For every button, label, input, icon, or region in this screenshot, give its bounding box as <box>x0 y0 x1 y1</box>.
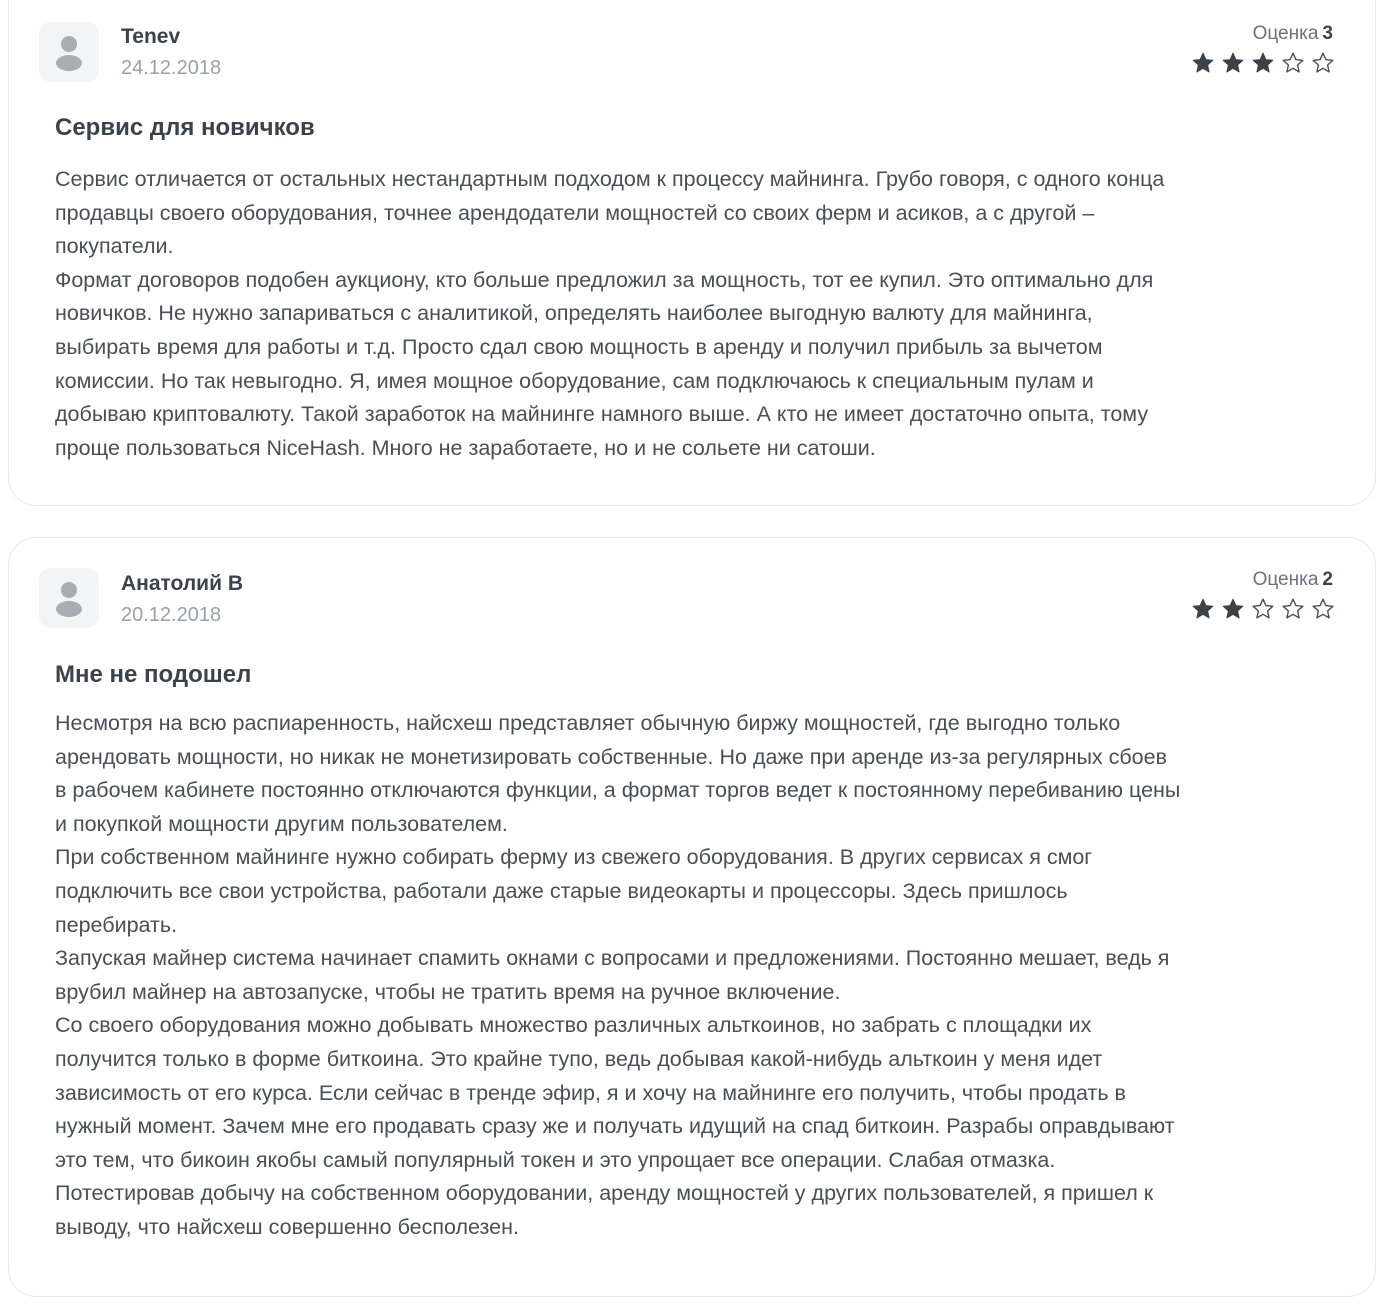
rating-label-text: Оценка <box>1252 23 1319 44</box>
star-empty-icon <box>1281 51 1305 75</box>
review-body <box>55 163 1305 465</box>
review-author: Анатолий В <box>121 572 244 595</box>
rating-score: 2 <box>1322 569 1333 590</box>
review-title: Мне не подошел <box>55 661 252 688</box>
review-title: Сервис для новичков <box>55 114 315 141</box>
review-body <box>55 707 1305 1245</box>
star-filled-icon <box>1221 597 1245 621</box>
rating-score: 3 <box>1322 23 1333 44</box>
star-filled-icon <box>1191 51 1215 75</box>
review-card <box>8 537 1376 1297</box>
review-paragraph: Несмотря на всю распиаренность, найсхеш представляет обычную биржу мощностей, где выгодно только арендовать мощности, но никак не монетизировать собственные. Но даже при аренде из-за регулярных сбоев в рабочем кабинете постоянно отключаются функции, а формат торгов ведет к постоянному перебиванию цены и покупкой мощности другим пользователем. <box>55 711 1181 836</box>
review-paragraph: Сервис отличается от остальных нестандартным подходом к процессу майнинга. Грубо говоря, с одного конца продавцы своего оборудования, точнее арендодатели мощностей со своих ферм и асиков, а с другой – покупатели. <box>55 167 1165 259</box>
user-avatar-icon <box>39 22 99 82</box>
rating-stars <box>1191 597 1335 621</box>
rating-label <box>1253 569 1333 591</box>
star-empty-icon <box>1311 51 1335 75</box>
rating-label-text: Оценка <box>1252 569 1319 590</box>
star-empty-icon <box>1281 597 1305 621</box>
review-card <box>8 0 1376 506</box>
rating-label <box>1253 23 1333 45</box>
review-paragraph: Запуская майнер система начинает спамить окнами с вопросами и предложениями. Постоянно мешает, ведь я врубил майнер на автозапуске, чтобы не тратить время на ручное включение. <box>55 946 1170 1004</box>
star-filled-icon <box>1191 597 1215 621</box>
rating-stars <box>1191 51 1335 75</box>
review-paragraph: Формат договоров подобен аукциону, кто больше предложил за мощность, тот ее купил. Это оптимально для новичков. Не нужно запариваться с аналитикой, определять наиболее выгодную валюту для майнинга, выбирать время для работы и т.д. Просто сдал свою мощность в аренду и получил прибыль за вычетом комиссии. Но так невыгодно. Я, имея мощное оборудование, сам подключаюсь к специальным пулам и добываю криптовалюту. Такой заработок на майнинге намного выше. А кто не имеет достаточно опыта, тому проще пользоваться NiceHash. Много не заработаете, но и не сольете ни сатоши. <box>55 267 1154 460</box>
star-empty-icon <box>1311 597 1335 621</box>
star-filled-icon <box>1251 51 1275 75</box>
review-date: 24.12.2018 <box>121 57 222 79</box>
review-paragraph: Со своего оборудования можно добывать множество различных альткоинов, но забрать с площадки их получится только в форме биткоина. Это крайне тупо, ведь добывая какой-нибудь альткоин у меня идет зависимость от его курса. Если сейчас в тренде эфир, я и хочу на майнинге его получить, чтобы продать в нужный момент. Зачем мне его продавать сразу же и получать идущий на спад биткоин. Разрабы оправдывают это тем, что бикоин якобы самый популярный токен и это упрощает все операции. Слабая отмазка. <box>55 1013 1175 1172</box>
review-author: Tenev <box>121 25 181 48</box>
review-paragraph: При собственном майнинге нужно собирать ферму из свежего оборудования. В других сервисах я смог подключить все свои устройства, работали даже старые видеокарты и процессоры. Здесь пришлось перебирать. <box>55 845 1093 937</box>
star-filled-icon <box>1221 51 1245 75</box>
review-paragraph: Потестировав добычу на собственном оборудовании, аренду мощностей у других пользователей, я пришел к выводу, что найсхеш совершенно бесполезен. <box>55 1181 1154 1239</box>
star-empty-icon <box>1251 597 1275 621</box>
review-date: 20.12.2018 <box>121 604 222 626</box>
user-avatar-icon <box>39 568 99 628</box>
